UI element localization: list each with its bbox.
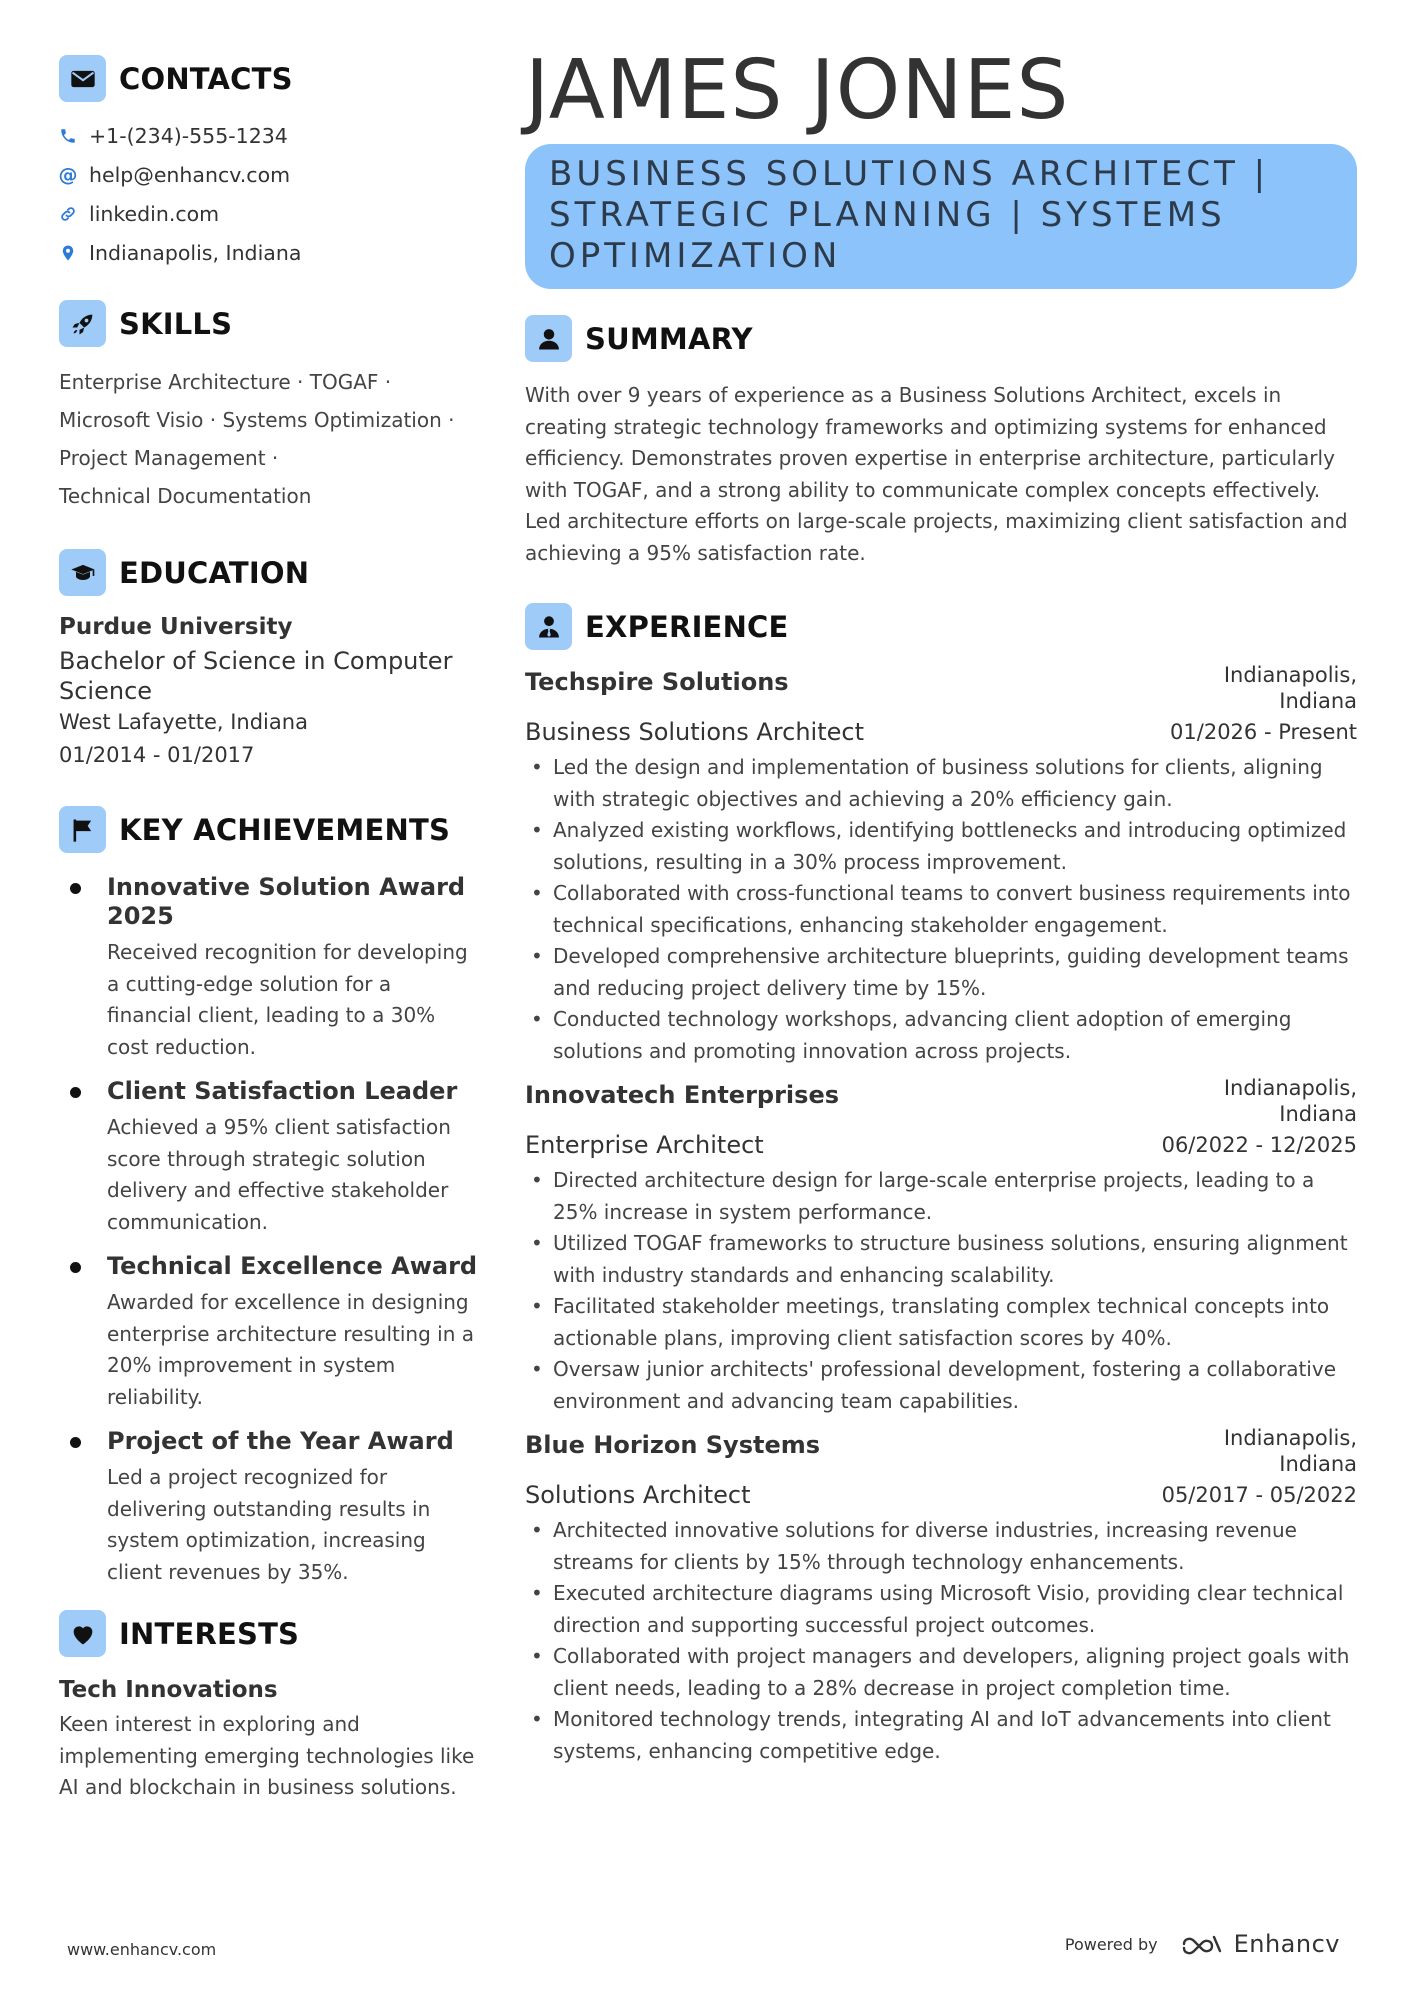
headline-text: BUSINESS SOLUTIONS ARCHITECT | STRATEGIC PLANNING | SYSTEMS OPTIMIZATION bbox=[549, 154, 1270, 276]
contact-linkedin bbox=[59, 194, 479, 233]
candidate-name: JAMES JONES bbox=[525, 43, 1070, 138]
email-text[interactable]: help@enhancv.com bbox=[89, 162, 291, 187]
education-school: Purdue University bbox=[59, 614, 293, 640]
skills-line: Technical Documentation bbox=[59, 484, 312, 508]
powered-by-label: Powered by bbox=[1064, 1934, 1158, 1954]
right-column bbox=[525, 43, 1357, 1775]
left-column bbox=[59, 55, 479, 1804]
job-bullet: • Directed architecture design for large-scale enterprise projects, leading to a 25% increase in system performance. bbox=[525, 1165, 1357, 1228]
job-bullet: • Utilized TOGAF frameworks to structure business solutions, ensuring alignment with industry standards and enhancing scalability. bbox=[525, 1228, 1357, 1291]
job-bullet: • Executed architecture diagrams using Microsoft Visio, providing clear technical direction and supporting successful project outcomes. bbox=[525, 1578, 1357, 1641]
interests-header bbox=[59, 1610, 479, 1657]
contacts-title: CONTACTS bbox=[119, 61, 293, 96]
education-header bbox=[59, 549, 479, 596]
job-location: Indianapolis, Indiana bbox=[1223, 1076, 1357, 1126]
education-title: EDUCATION bbox=[119, 555, 310, 590]
footer-website[interactable]: www.enhancv.com bbox=[67, 1940, 217, 1959]
brand-name: Enhancv bbox=[1233, 1930, 1340, 1958]
job-entry bbox=[525, 1425, 1357, 1767]
skills-line: Project Management · bbox=[59, 446, 279, 470]
contacts-header bbox=[59, 55, 479, 102]
education-entry bbox=[59, 614, 479, 772]
job-bullet: • Architected innovative solutions for diverse industries, increasing revenue streams for clients by 15% through technology enhancements. bbox=[525, 1515, 1357, 1578]
brand-logo[interactable] bbox=[1180, 1930, 1340, 1958]
achievements-header bbox=[59, 806, 479, 853]
rocket-icon bbox=[59, 300, 106, 347]
job-role: Business Solutions Architect bbox=[525, 718, 864, 746]
summary-title: SUMMARY bbox=[585, 321, 753, 356]
job-entry bbox=[525, 1075, 1357, 1417]
footer-branding bbox=[1065, 1930, 1340, 1958]
skills-title: SKILLS bbox=[119, 306, 233, 341]
job-bullets bbox=[525, 1515, 1357, 1767]
skills-line: Microsoft Visio · Systems Optimization · bbox=[59, 408, 455, 432]
job-company: Blue Horizon Systems bbox=[525, 1431, 821, 1459]
job-bullet: • Conducted technology workshops, advancing client adoption of emerging solutions and promoting innovation across projects. bbox=[525, 1004, 1357, 1067]
skills-header bbox=[59, 300, 479, 347]
job-bullet: • Oversaw junior architects' professional development, fostering a collaborative environment and advancing team capabilities. bbox=[525, 1354, 1357, 1417]
summary-header bbox=[525, 315, 1357, 362]
graduation-cap-icon bbox=[59, 549, 106, 596]
linkedin-text[interactable]: linkedin.com bbox=[89, 201, 220, 226]
job-entry bbox=[525, 662, 1357, 1067]
contact-email bbox=[59, 155, 479, 194]
achievement-item bbox=[59, 1252, 479, 1413]
achievement-desc: Received recognition for developing a cutting-edge solution for a financial client, leading to a 30% cost reduction. bbox=[107, 940, 468, 1059]
contact-phone bbox=[59, 116, 479, 155]
achievements-title: KEY ACHIEVEMENTS bbox=[119, 812, 451, 847]
skills-list bbox=[59, 363, 479, 515]
job-dates: 01/2026 - Present bbox=[1170, 720, 1357, 744]
interests-title: INTERESTS bbox=[119, 1616, 300, 1651]
flag-icon bbox=[59, 806, 106, 853]
achievement-desc: Led a project recognized for delivering outstanding results in system optimization, increasing client revenues by 35%. bbox=[107, 1465, 431, 1584]
enhancv-logo-icon bbox=[1180, 1932, 1224, 1956]
achievement-title: Innovative Solution Award 2025 bbox=[107, 873, 466, 930]
education-dates: 01/2014 - 01/2017 bbox=[59, 743, 255, 767]
achievement-item bbox=[59, 873, 479, 1063]
bullet-dot bbox=[70, 1437, 81, 1448]
education-location: West Lafayette, Indiana bbox=[59, 710, 308, 734]
headline-box bbox=[525, 144, 1357, 289]
experience-title: EXPERIENCE bbox=[585, 609, 789, 644]
job-dates: 05/2017 - 05/2022 bbox=[1161, 1483, 1357, 1507]
contacts-list bbox=[59, 116, 479, 272]
achievement-item bbox=[59, 1427, 479, 1588]
interest-desc: Keen interest in exploring and implementing emerging technologies like AI and blockchain in business solutions. bbox=[59, 1712, 475, 1799]
bullet-dot bbox=[70, 1262, 81, 1273]
job-bullet: • Monitored technology trends, integrating AI and IoT advancements into client systems, enhancing competitive edge. bbox=[525, 1704, 1357, 1767]
businessman-icon bbox=[525, 603, 572, 650]
skills-line: Enterprise Architecture · TOGAF · bbox=[59, 370, 392, 394]
job-bullets bbox=[525, 1165, 1357, 1417]
bullet-dot bbox=[70, 883, 81, 894]
achievements-list bbox=[59, 873, 479, 1588]
job-role: Enterprise Architect bbox=[525, 1131, 764, 1159]
job-location: Indianapolis, Indiana bbox=[1223, 663, 1357, 713]
interest-title: Tech Innovations bbox=[59, 1677, 278, 1703]
job-location: Indianapolis, Indiana bbox=[1223, 1426, 1357, 1476]
achievement-title: Technical Excellence Award bbox=[107, 1252, 478, 1280]
location-text: Indianapolis, Indiana bbox=[89, 240, 302, 265]
at-icon: @ bbox=[58, 163, 78, 186]
job-bullet: • Led the design and implementation of business solutions for clients, aligning with strategic objectives and achieving a 20% efficiency gain. bbox=[525, 752, 1357, 815]
phone-text[interactable]: +1-(234)-555-1234 bbox=[89, 123, 288, 148]
bullet-dot bbox=[70, 1087, 81, 1098]
user-icon bbox=[525, 315, 572, 362]
education-degree: Bachelor of Science in Computer Science bbox=[59, 647, 453, 705]
job-bullets bbox=[525, 752, 1357, 1067]
achievement-desc: Achieved a 95% client satisfaction score through strategic solution delivery and effective stakeholder communication. bbox=[107, 1115, 451, 1234]
job-role: Solutions Architect bbox=[525, 1481, 751, 1509]
job-dates: 06/2022 - 12/2025 bbox=[1161, 1133, 1357, 1157]
contact-location bbox=[59, 233, 479, 272]
link-icon bbox=[59, 205, 77, 223]
interest-entry bbox=[59, 1677, 479, 1804]
achievement-desc: Awarded for excellence in designing enterprise architecture resulting in a 20% improvement in system reliability. bbox=[107, 1290, 474, 1409]
job-bullet: • Collaborated with cross-functional teams to convert business requirements into technical specifications, enhancing stakeholder engagement. bbox=[525, 878, 1357, 941]
achievement-item bbox=[59, 1077, 479, 1238]
job-bullet: • Developed comprehensive architecture blueprints, guiding development teams and reducing project delivery time by 15%. bbox=[525, 941, 1357, 1004]
envelope-icon bbox=[59, 55, 106, 102]
job-company: Innovatech Enterprises bbox=[525, 1081, 840, 1109]
summary-text: With over 9 years of experience as a Business Solutions Architect, excels in creating strategic technology frameworks and optimizing systems for enhanced efficiency. Demonstrates proven expertise in enterprise architecture, particularly with TOGAF, and a strong ability to communicate complex concepts effectively. Led architecture efforts on large-scale projects, maximizing client satisfaction and achieving a 95% satisfaction rate. bbox=[525, 383, 1348, 565]
job-bullet: • Analyzed existing workflows, identifying bottlenecks and introducing optimized solutions, resulting in a 30% process improvement. bbox=[525, 815, 1357, 878]
heart-icon bbox=[59, 1610, 106, 1657]
achievement-title: Project of the Year Award bbox=[107, 1427, 454, 1455]
phone-icon bbox=[59, 127, 77, 145]
achievement-title: Client Satisfaction Leader bbox=[107, 1077, 458, 1105]
experience-header bbox=[525, 603, 1357, 650]
job-bullet: • Facilitated stakeholder meetings, translating complex technical concepts into actionable plans, improving client satisfaction scores by 40%. bbox=[525, 1291, 1357, 1354]
job-company: Techspire Solutions bbox=[525, 668, 789, 696]
location-pin-icon bbox=[59, 244, 77, 262]
job-bullet: • Collaborated with project managers and developers, aligning project goals with client needs, leading to a 28% decrease in project completion time. bbox=[525, 1641, 1357, 1704]
